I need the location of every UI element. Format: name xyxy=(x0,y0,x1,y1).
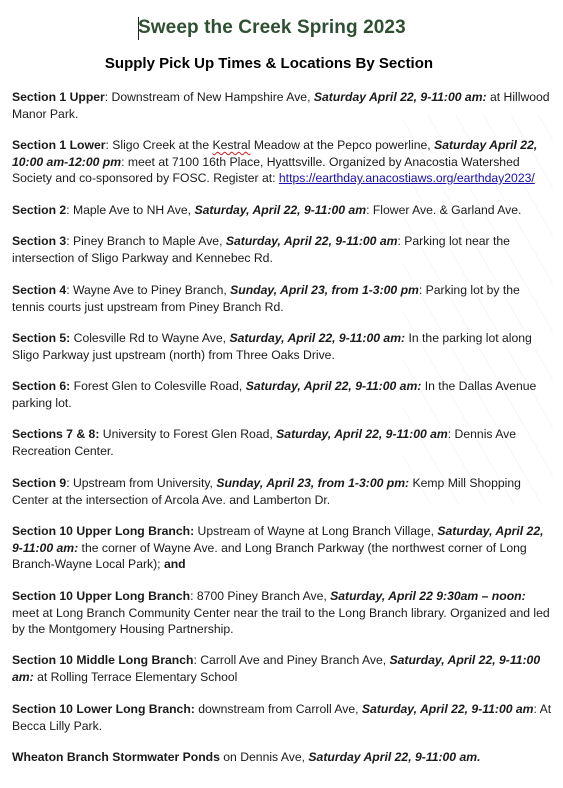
section-area: : Wayne Ave to Piney Branch, xyxy=(66,283,231,297)
section-area: : Sligo Creek at the xyxy=(105,138,213,152)
section-area: Upstream of Wayne at Long Branch Village, xyxy=(194,524,438,538)
section-area: : 8700 Piney Branch Ave, xyxy=(190,589,331,603)
section-label: Section 5: xyxy=(12,331,71,345)
section-schedule: Sunday, April 23, from 1-3:00 pm xyxy=(230,283,419,297)
section-label: Section 10 Upper Long Branch: xyxy=(12,524,195,538)
section-area: University to Forest Glen Road, xyxy=(99,427,277,441)
section-location: In the parking lot along Sligo Parkway just upstream (north) from Three Oaks Drive. xyxy=(12,331,532,362)
section-location: : Dennis Ave Recreation Center. xyxy=(12,427,516,458)
section-area: : Carroll Ave and Piney Branch Ave, xyxy=(193,653,390,667)
register-link[interactable]: https://earthday.anacostiaws.org/earthday2023/ xyxy=(278,171,535,185)
section-label: Section 6: xyxy=(12,379,71,393)
sections-7-8 xyxy=(12,426,552,459)
section-schedule: Saturday April 22, 9-11:00 am. xyxy=(308,750,481,764)
section-10-upper-long-branch-b xyxy=(12,588,552,638)
section-location: the corner of Wayne Ave. and Long Branch Parkway (the northwest corner of Long Branch-Wayne Local Park); xyxy=(12,540,527,571)
section-area: downstream from Carroll Ave, xyxy=(194,702,362,716)
document-title: Sweep the Creek Spring 2023 xyxy=(138,17,406,38)
section-10-lower-long-branch xyxy=(12,701,552,734)
section-10-middle-long-branch xyxy=(12,652,552,685)
section-2 xyxy=(12,202,552,219)
section-9 xyxy=(12,475,552,508)
section-location: : meet at 7100 16th Place, Hyattsville. Organized by Anacostia Watershed Society and co-sponsored by FOSC. Register at: xyxy=(12,154,520,185)
section-area: on Dennis Ave, xyxy=(219,750,309,764)
section-label: Section 10 Lower Long Branch: xyxy=(12,702,195,716)
section-area-cont: Meadow at the Pepco powerline, xyxy=(250,138,435,152)
section-area: : Piney Branch to Maple Ave, xyxy=(66,234,226,248)
section-6 xyxy=(12,378,552,411)
section-schedule: Saturday, April 22, 9-11:00 am: xyxy=(12,524,544,555)
section-area: Forest Glen to Colesville Road, xyxy=(70,379,246,393)
section-label: Section 9 xyxy=(12,476,67,490)
section-label: Section 1 Lower xyxy=(12,138,106,152)
section-schedule: Saturday, April 22, 9-11:00 am xyxy=(361,702,534,716)
section-4 xyxy=(12,282,552,315)
section-10-upper-long-branch-a xyxy=(12,523,552,573)
section-conjunction: and xyxy=(163,557,186,571)
section-location: : Parking lot near the intersection of Sligo Parkway and Kennebec Rd. xyxy=(12,234,510,265)
section-schedule: Saturday, April 22, 9-11:00 am xyxy=(276,427,448,441)
section-area: : Downstream of New Hampshire Ave, xyxy=(104,90,314,104)
section-location: at Hillwood Manor Park. xyxy=(12,90,550,121)
section-area: : Upstream from University, xyxy=(66,476,217,490)
section-schedule: Sunday, April 23, from 1-3:00 pm: xyxy=(216,476,410,490)
section-1-upper xyxy=(12,89,552,122)
section-label: Section 3 xyxy=(12,234,67,248)
wheaton-branch-stormwater-ponds xyxy=(12,749,552,766)
section-schedule: Saturday, April 22, 9-11:00 am xyxy=(194,203,367,217)
spellcheck-word: Kestral xyxy=(212,138,251,152)
section-location: meet at Long Branch Community Center near the trail to the Long Branch library. Organized and led by the Montgomery Housing Partnership. xyxy=(12,605,550,636)
section-label: Sections 7 & 8: xyxy=(12,427,100,441)
section-schedule: Saturday, April 22, 9-11:00 am: xyxy=(12,653,541,684)
section-location: Kemp Mill Shopping Center at the intersection of Arcola Ave. and Lamberton Dr. xyxy=(12,476,521,507)
section-area: : Maple Ave to NH Ave, xyxy=(66,203,195,217)
section-label: Section 2 xyxy=(12,203,67,217)
section-label: Section 10 Middle Long Branch xyxy=(12,653,194,667)
section-schedule: Saturday April 22, 9-11:00 am: xyxy=(313,90,487,104)
section-location: : Flower Ave. & Garland Ave. xyxy=(366,203,522,217)
section-1-lower xyxy=(12,137,552,187)
section-schedule: Saturday, April 22, 9-11:00 am: xyxy=(245,379,422,393)
section-label: Section 10 Upper Long Branch xyxy=(12,589,191,603)
section-schedule: Saturday, April 22 9:30am – noon: xyxy=(330,589,526,603)
section-schedule: Saturday, April 22, 9-11:00 am xyxy=(225,234,398,248)
section-location: : Parking lot by the tennis courts just upstream from Piney Branch Rd. xyxy=(12,283,520,314)
section-schedule: Saturday April 22, 10:00 am-12:00 pm xyxy=(12,138,538,169)
section-location: In the Dallas Avenue parking lot. xyxy=(12,379,537,410)
section-label: Section 1 Upper xyxy=(12,90,105,104)
section-location: at Rolling Terrace Elementary School xyxy=(33,669,238,684)
section-location: : At Becca Lilly Park. xyxy=(12,702,552,733)
section-3 xyxy=(12,233,552,266)
section-schedule: Saturday, April 22, 9-11:00 am: xyxy=(229,331,406,345)
section-label: Wheaton Branch Stormwater Ponds xyxy=(12,750,220,764)
section-5 xyxy=(12,330,552,363)
document-subtitle: Supply Pick Up Times & Locations By Section xyxy=(104,55,434,72)
section-label: Section 4 xyxy=(12,283,67,297)
section-area: Colesville Rd to Wayne Ave, xyxy=(70,331,230,345)
